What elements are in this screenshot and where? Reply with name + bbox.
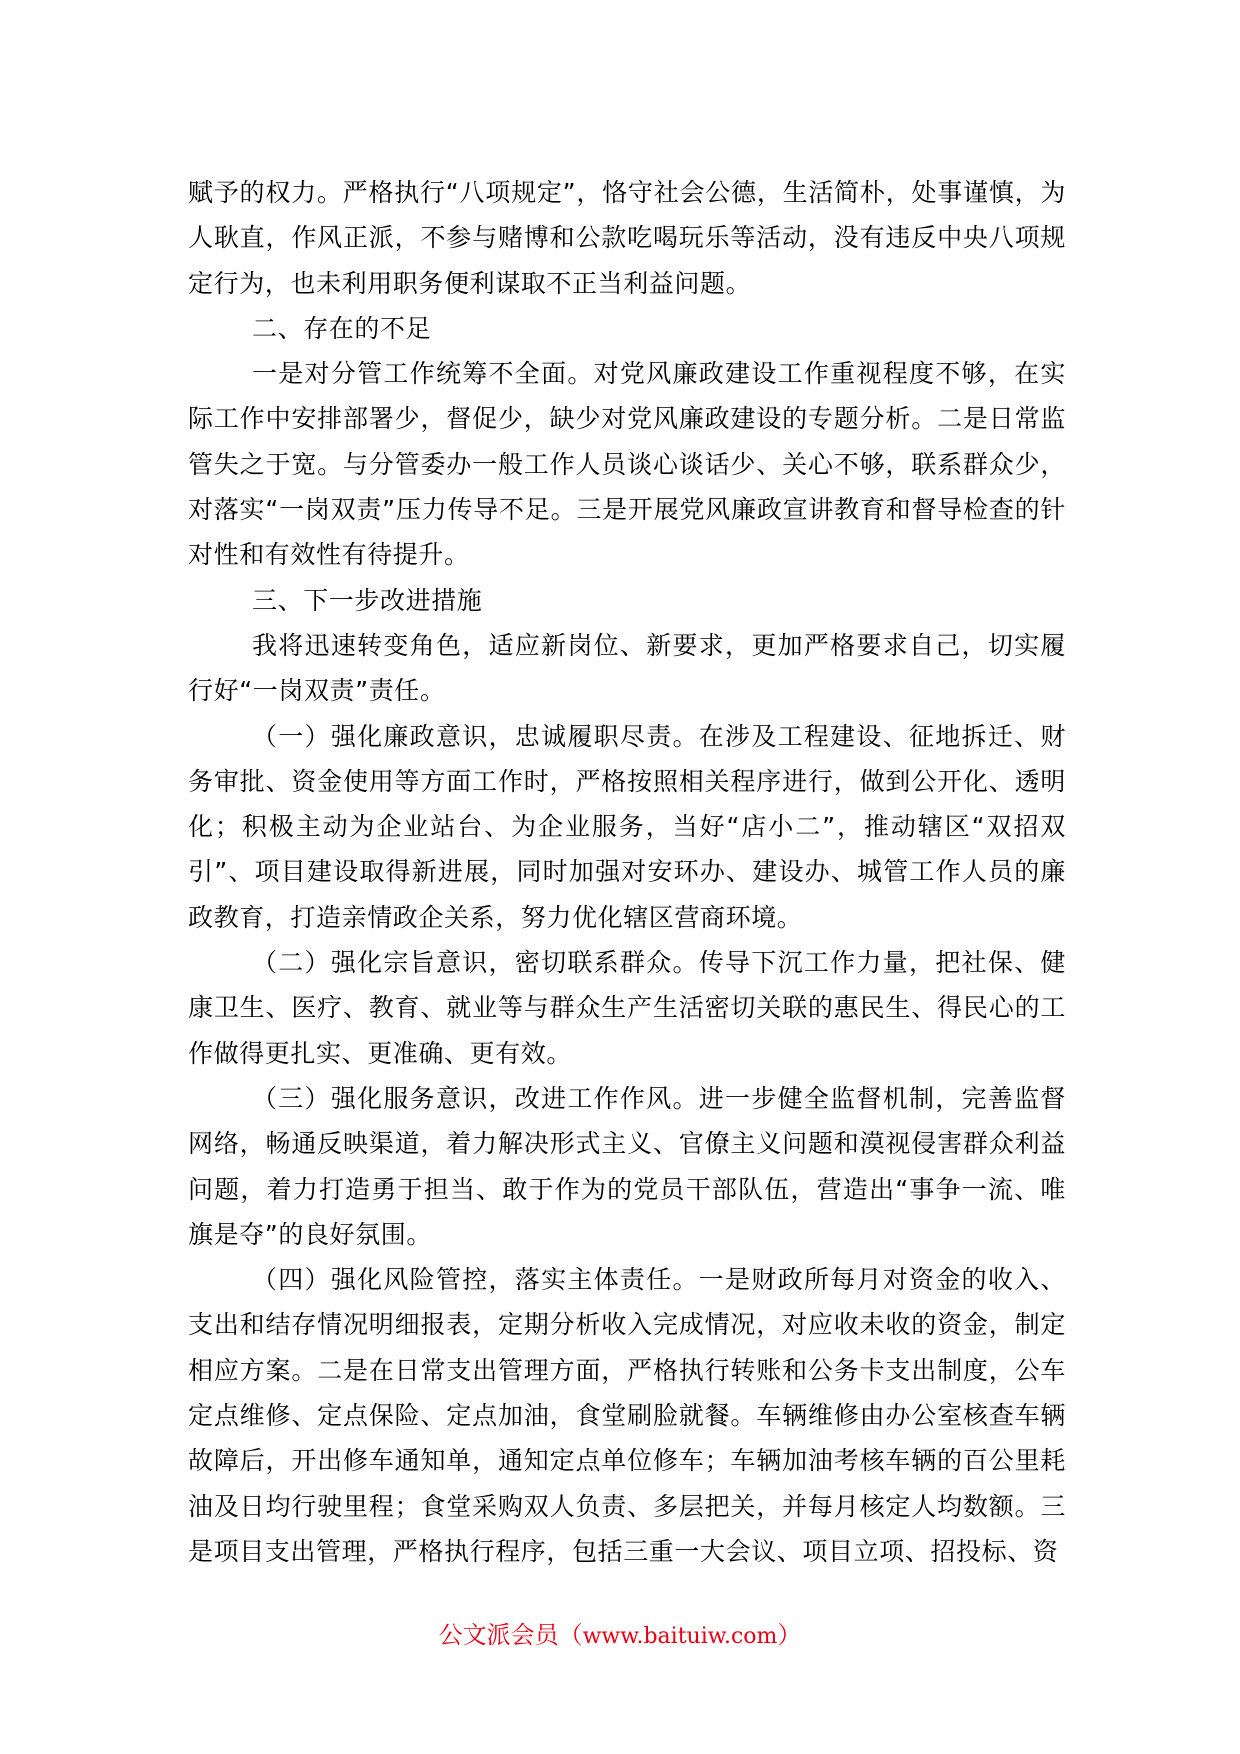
footer-suffix: ） [777, 1621, 802, 1649]
section-heading-shortcomings: 二、存在的不足 [252, 313, 432, 343]
paragraph-item-3: （三）强化服务意识，改进工作作风。进一步健全监督机制，完善监督网络，畅通反映渠道，着力解决形式主义、官僚主义问题和漠视侵害群众利益问题，着力打造勇于担当、敢于作为的党员干部队伍，营造出“事争一流、唯旗是夺”的良好氛围。 [188, 1083, 1066, 1249]
section-heading-improvements: 三、下一步改进措施 [252, 585, 483, 615]
document-body [188, 170, 1066, 1574]
footer-watermark [0, 1615, 1240, 1650]
footer-site-link[interactable]: www.baituiw.com [582, 1624, 778, 1649]
paragraph-item-1: （一）强化廉政意识，忠诚履职尽责。在涉及工程建设、征地拆迁、财务审批、资金使用等方面工作时，严格按照相关程序进行，做到公开化、透明化；积极主动为企业站台、为企业服务，当好“店小二”，推动辖区“双招双引”、项目建设取得新进展，同时加强对安环办、建设办、城管工作人员的廉政教育，打造亲情政企关系，努力优化辖区营商环境。 [188, 721, 1066, 932]
paragraph-continuation: 赋予的权力。严格执行“八项规定”，恪守社会公德，生活简朴，处事谨慎，为人耿直，作风正派，不参与赌博和公款吃喝玩乐等活动，没有违反中央八项规定行为，也未利用职务便利谋取不正当利益问题。 [188, 178, 1066, 298]
paragraph-item-4: （四）强化风险管控，落实主体责任。一是财政所每月对资金的收入、支出和结存情况明细报表，定期分析收入完成情况，对应收未收的资金，制定相应方案。二是在日常支出管理方面，严格执行转账和公务卡支出制度，公车定点维修、定点保险、定点加油，食堂刷脸就餐。车辆维修由办公室核查车辆故障后，开出修车通知单，通知定点单位修车；车辆加油考核车辆的百公里耗油及日均行驶里程；食堂采购双人负责、多层把关，并每月核定人均数额。三是项目支出管理，严格执行程序，包括三重一大会议、项目立项、招投标、资 [188, 1265, 1066, 1566]
paragraph-shortcomings: 一是对分管工作统筹不全面。对党风廉政建设工作重视程度不够，在实际工作中安排部署少，督促少，缺少对党风廉政建设的专题分析。二是日常监管失之于宽。与分管委办一般工作人员谈心谈话少、关心不够，联系群众少，对落实“一岗双责”压力传导不足。三是开展党风廉政宣讲教育和督导检查的针对性和有效性有待提升。 [188, 359, 1066, 570]
paragraph-item-2: （二）强化宗旨意识，密切联系群众。传导下沉工作力量，把社保、健康卫生、医疗、教育、就业等与群众生产生活密切关联的惠民生、得民心的工作做得更扎实、更准确、更有效。 [188, 948, 1066, 1068]
paragraph-intro: 我将迅速转变角色，适应新岗位、新要求，更加严格要求自己，切实履行好“一岗双责”责任。 [188, 630, 1066, 706]
footer-prefix: 公文派会员（ [438, 1621, 583, 1649]
